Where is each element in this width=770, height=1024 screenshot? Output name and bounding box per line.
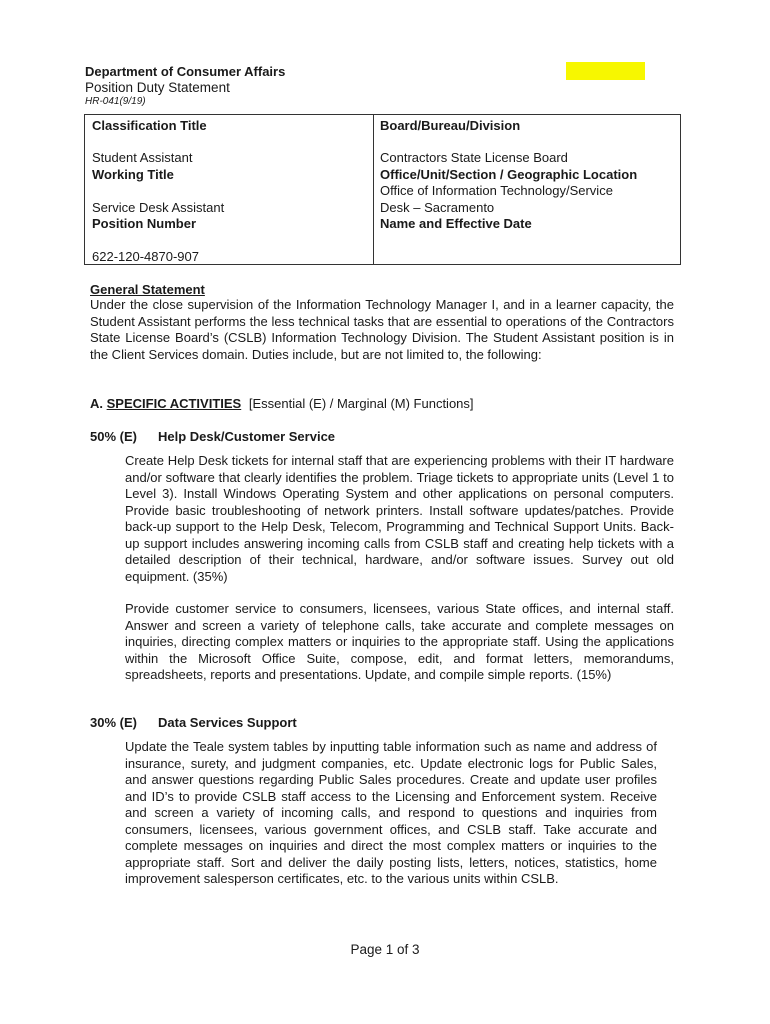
yellow-highlight-mark xyxy=(566,62,645,80)
section-letter: A. xyxy=(90,396,103,411)
office-value-line1: Office of Information Technology/Service xyxy=(380,183,613,198)
classification-title-label: Classification Title xyxy=(92,118,207,133)
department-name: Department of Consumer Affairs xyxy=(85,64,286,79)
working-title-value: Service Desk Assistant xyxy=(92,200,225,215)
classification-title-value: Student Assistant xyxy=(92,150,193,165)
form-number: HR-041(9/19) xyxy=(85,96,146,107)
specific-activities-heading xyxy=(90,396,474,411)
name-date-label: Name and Effective Date xyxy=(380,216,532,231)
page-number: Page 1 of 3 xyxy=(350,942,420,957)
duty-title: Data Services Support xyxy=(158,715,297,730)
table-divider xyxy=(373,115,374,264)
general-statement-text: Under the close supervision of the Information Technology Manager I, and in a learner capacity, the Student Assistant performs the less technical tasks that are essential to operations of the Contractors State License Board’s (CSLB) Information Technology Division. The Student Assistant position is in the Client Services domain. Duties include, but are not limited to, the following: xyxy=(90,297,674,362)
position-number-label: Position Number xyxy=(92,216,197,231)
duty-paragraph: Update the Teale system tables by inputting table information such as name and address of insurance, surety, and judgment companies, etc. Update electronic logs for Public Sales, and answer questions regarding Public Sales procedures. Create and update user profiles and ID’s to provide CSLB staff access to the Licensing and Enforcement system. Receive and screen a variety of incoming calls, and respond to questions and inquiries from consumers, licensees, various government offices, and CSLB staff. Take accurate and complete messages on inquiries and direct the most complex matters or inquiries to the appropriate staff. Sort and deliver the daily posting lists, letters, notices, statistics, home improvement salesperson certificates, etc. to the various units within CSLB. xyxy=(125,739,657,886)
office-value-line2: Desk – Sacramento xyxy=(380,200,495,215)
board-value: Contractors State License Board xyxy=(380,150,568,165)
duty-title: Help Desk/Customer Service xyxy=(158,429,336,444)
duty-percent: 30% (E) xyxy=(90,715,137,730)
general-statement-heading: General Statement xyxy=(90,282,205,297)
specific-activities-title: SPECIFIC ACTIVITIES xyxy=(106,396,242,411)
board-label: Board/Bureau/Division xyxy=(380,118,521,133)
office-label: Office/Unit/Section / Geographic Location xyxy=(380,167,638,182)
functions-note: [Essential (E) / Marginal (M) Functions] xyxy=(248,396,474,411)
duty-percent: 50% (E) xyxy=(90,429,137,444)
position-info-table xyxy=(84,114,681,265)
duty-heading xyxy=(90,715,297,730)
duty-paragraph: Provide customer service to consumers, licensees, various State offices, and internal staff. Answer and screen a variety of telephone calls, take accurate and complete messages on inquiries, directing complex matters or inquiries to the appropriate staff. Using the applications within the Microsoft Office Suite, compose, edit, and format letters, memorandums, spreadsheets, reports and presentations. Update, and compile simple reports. (15%) xyxy=(125,601,674,682)
working-title-label: Working Title xyxy=(92,167,174,182)
duty-paragraph: Create Help Desk tickets for internal staff that are experiencing problems with their IT hardware and/or software that clearly identifies the problem. Triage tickets to appropriate units (Level 1 to Level 3). Install Windows Operating System and other applications on personal computers. Provide basic troubleshooting of network printers. Install software updates/patches. Provide back-up support to the Help Desk, Telecom, Programming and Technical Support Units. Back-up support includes answering incoming calls from CSLB staff and creating help tickets with a detailed description of their technical, hardware, and/or software issues. Survey out old equipment. (35%) xyxy=(125,453,674,584)
position-number-value: 622-120-4870-907 xyxy=(92,249,199,264)
document-title: Position Duty Statement xyxy=(85,80,230,95)
duty-heading xyxy=(90,429,336,444)
